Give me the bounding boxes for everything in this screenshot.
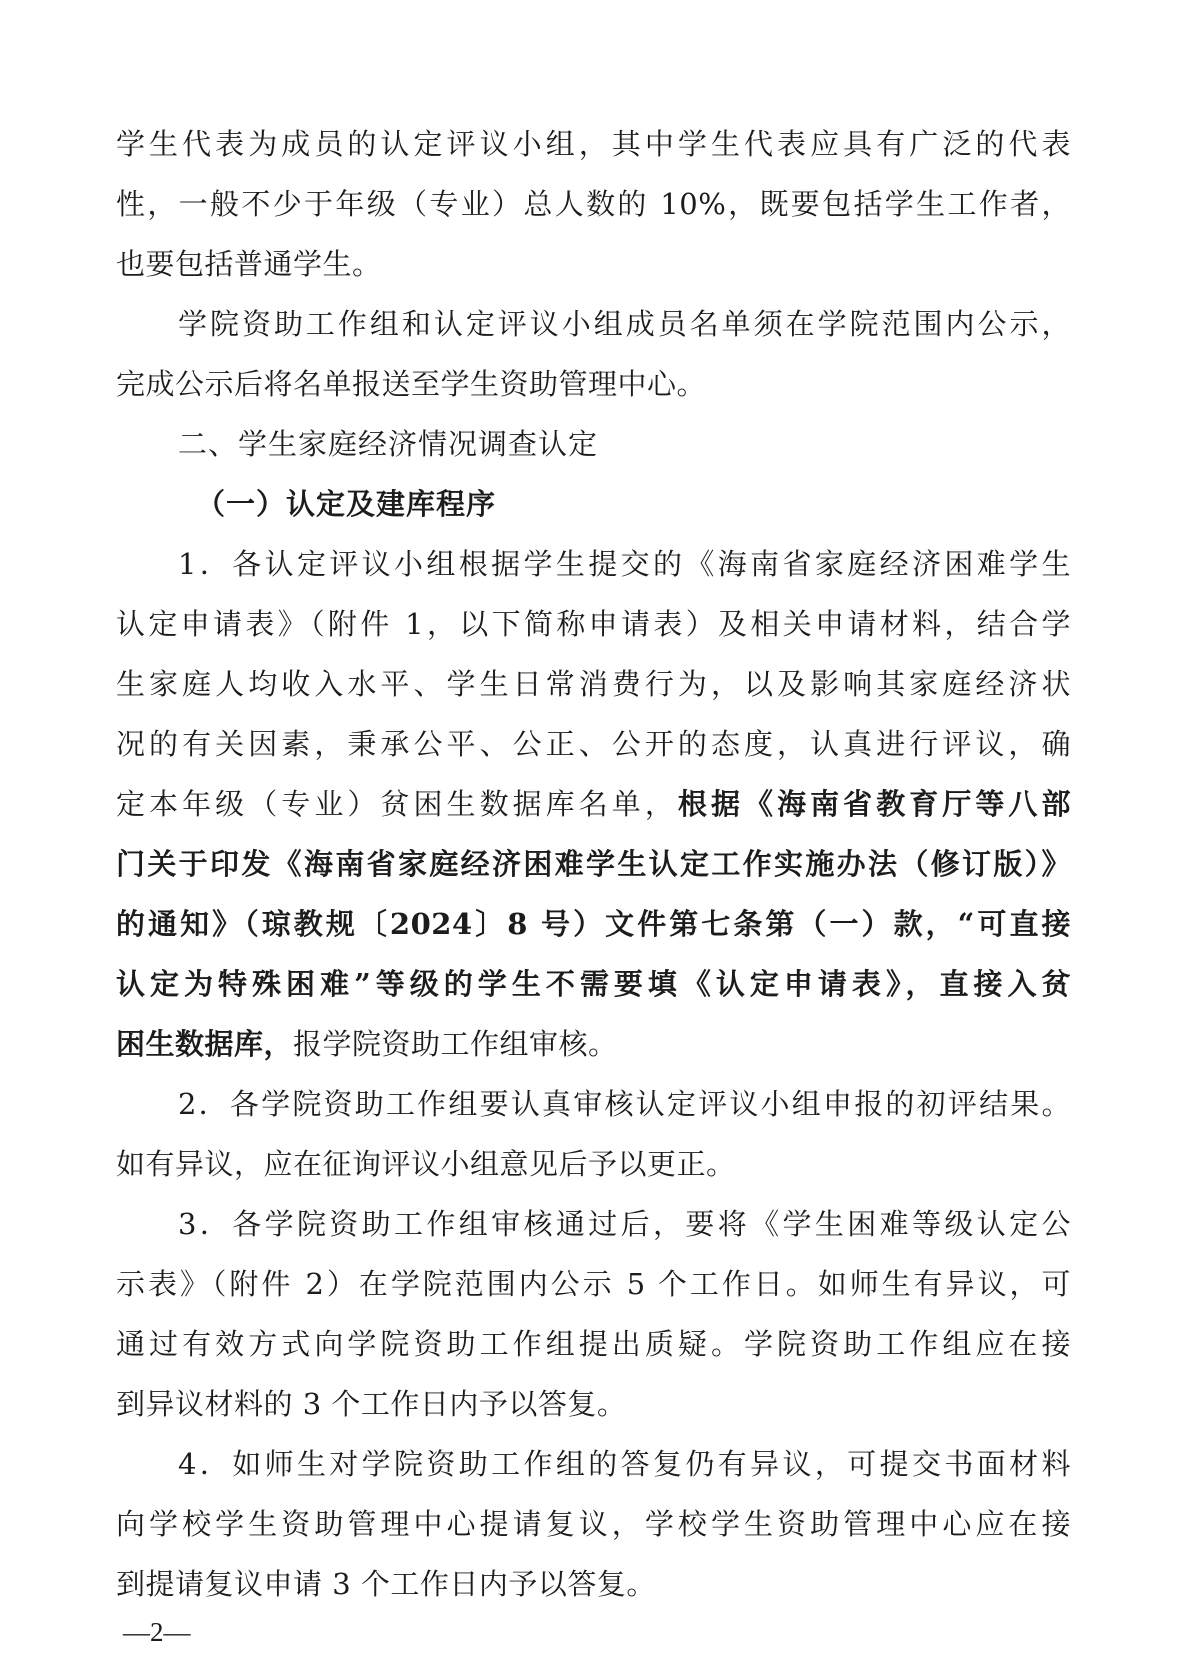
item-1-line-5-normal: 定本年级（专业）贫困生数据库名单， bbox=[116, 787, 678, 821]
item-1-line-6: 门关于印发《海南省家庭经济困难学生认定工作实施办法（修订版）》 bbox=[116, 847, 1071, 881]
item-1-line-4: 况的有关因素，秉承公平、公正、公开的态度，认真进行评议，确 bbox=[116, 727, 1071, 761]
item-2-line-1: 2．各学院资助工作组要认真审核认定评议小组申报的初评结果。 bbox=[178, 1087, 1071, 1121]
item-4-line-1: 4．如师生对学院资助工作组的答复仍有异议，可提交书面材料 bbox=[178, 1447, 1071, 1481]
item-3-line-1: 3．各学院资助工作组审核通过后，要将《学生困难等级认定公 bbox=[178, 1207, 1071, 1241]
item-1-line-9 bbox=[116, 1024, 1071, 1064]
item-1-line-3: 生家庭人均收入水平、学生日常消费行为，以及影响其家庭经济状 bbox=[116, 667, 1071, 701]
page-number: —2— bbox=[123, 1617, 191, 1647]
paragraph-2-line-2: 完成公示后将名单报送至学生资助管理中心。 bbox=[116, 367, 707, 401]
item-1-line-8: 认定为特殊困难”等级的学生不需要填《认定申请表》，直接入贫 bbox=[116, 967, 1071, 1001]
item-3-line-4: 到异议材料的 3 个工作日内予以答复。 bbox=[116, 1387, 627, 1421]
subsection-heading: （一）认定及建库程序 bbox=[196, 487, 497, 521]
paragraph-2-line-1: 学院资助工作组和认定评议小组成员名单须在学院范围内公示， bbox=[178, 307, 1071, 341]
item-1-line-7: 的通知》（琼教规〔2024〕8 号）文件第七条第（一）款，“可直接 bbox=[116, 907, 1071, 941]
item-1-line-1: 1．各认定评议小组根据学生提交的《海南省家庭经济困难学生 bbox=[178, 547, 1071, 581]
item-1-line-5 bbox=[116, 784, 1071, 824]
paragraph-1-line-3: 也要包括普通学生。 bbox=[116, 247, 382, 281]
item-3-line-2: 示表》（附件 2）在学院范围内公示 5 个工作日。如师生有异议，可 bbox=[116, 1267, 1071, 1301]
item-1-line-9-bold: 困生数据库， bbox=[116, 1027, 294, 1061]
paragraph-1-line-2: 性，一般不少于年级（专业）总人数的 10%，既要包括学生工作者， bbox=[116, 187, 1071, 221]
item-1-line-2: 认定申请表》（附件 1，以下简称申请表）及相关申请材料，结合学 bbox=[116, 607, 1071, 641]
item-2-line-2: 如有异议，应在征询评议小组意见后予以更正。 bbox=[116, 1147, 736, 1181]
item-1-line-5-bold: 根据《海南省教育厅等八部 bbox=[677, 787, 1071, 821]
item-4-line-2: 向学校学生资助管理中心提请复议，学校学生资助管理中心应在接 bbox=[116, 1507, 1071, 1541]
paragraph-1-line-1: 学生代表为成员的认定评议小组，其中学生代表应具有广泛的代表 bbox=[116, 127, 1071, 161]
item-3-line-3: 通过有效方式向学院资助工作组提出质疑。学院资助工作组应在接 bbox=[116, 1327, 1071, 1361]
item-1-line-9-normal: 报学院资助工作组审核。 bbox=[293, 1027, 618, 1061]
item-4-line-3: 到提请复议申请 3 个工作日内予以答复。 bbox=[116, 1567, 656, 1601]
section-heading: 二、学生家庭经济情况调查认定 bbox=[178, 427, 599, 461]
